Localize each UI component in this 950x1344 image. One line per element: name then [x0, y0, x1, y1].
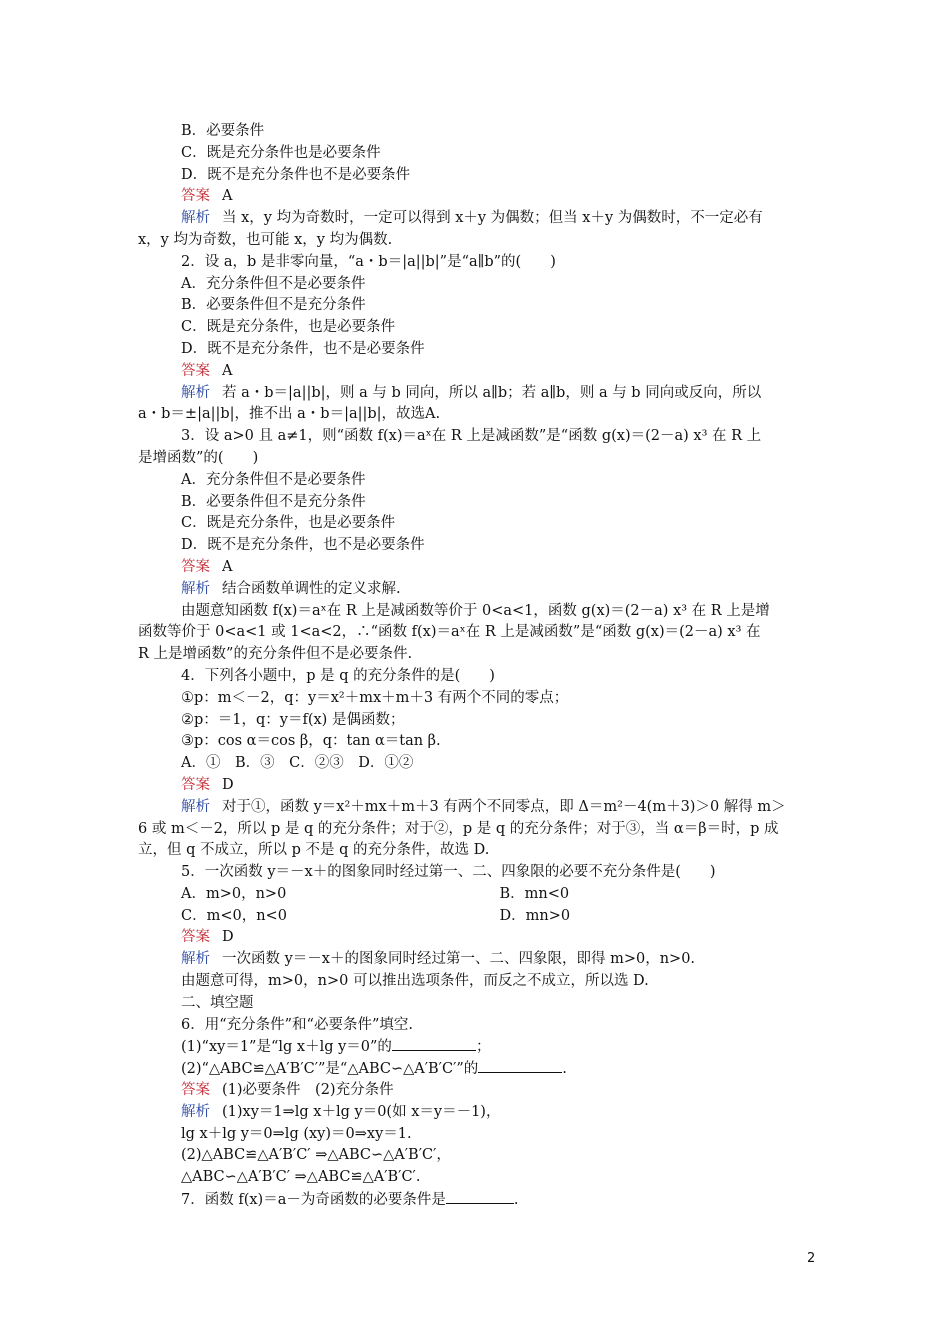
text-line: lg x＋lg y＝0⇒lg (xy)＝0⇒xy＝1.	[181, 1125, 412, 1142]
text-line: 是增函数”的( )	[138, 449, 259, 466]
text-line: 6 或 m＜－2，所以 p 是 q 的充分条件；对于②，p 是 q 的充分条件；对于③，当 α＝β＝时，p 成	[138, 820, 779, 837]
page-number: 2	[807, 1251, 816, 1266]
answer-label: 答案	[181, 188, 210, 205]
text-line: a・b＝±|a||b|，推不出 a・b＝|a||b|，故选A.	[138, 406, 441, 423]
option-b: B．必要条件但不是充分条件	[181, 297, 366, 314]
option-a: A．m>0，n>0	[181, 885, 287, 902]
question-6-part-1: (1)“xy＝1”是“lg x＋lg y＝0”的 ；	[138, 1036, 818, 1058]
options-row	[138, 884, 818, 906]
answer-5: 答案 D	[181, 929, 234, 946]
text-line: 由题意知函数 f(x)＝aˣ在 R 上是减函数等价于 0<a<1，函数 g(x)＝(2－a) x³ 在 R 上是增	[181, 602, 770, 619]
analysis-label: 解析	[181, 210, 210, 227]
analysis-label: 解析	[181, 1103, 210, 1120]
option-a: A．充分条件但不是必要条件	[181, 275, 366, 292]
answer-4: 答案 D	[181, 776, 234, 793]
answer-6: 答案 (1)必要条件 (2)充分条件	[181, 1082, 394, 1099]
question-2: 2．设 a，b 是非零向量，“a・b＝|a||b|”是“a∥b”的( )	[181, 253, 556, 270]
option-c: C．m<0，n<0	[181, 907, 287, 924]
text-line: (2)△ABC≌△A′B′C′ ⇒△ABC∽△A′B′C′，	[181, 1147, 451, 1164]
analysis-1: 解析 当 x，y 均为奇数时，一定可以得到 x＋y 为偶数；但当 x＋y 为偶数时，不一定必有	[181, 210, 763, 227]
answer-label: 答案	[181, 558, 210, 575]
option-b: B．必要条件但不是充分条件	[181, 493, 366, 510]
answer-label: 答案	[181, 929, 210, 946]
answer-label: 答案	[181, 776, 210, 793]
option-d: D．既不是充分条件也不是必要条件	[181, 166, 411, 183]
answer-label: 答案	[181, 362, 210, 379]
option-b: B．mn<0	[499, 885, 570, 902]
option-a: A．充分条件但不是必要条件	[181, 471, 366, 488]
answer-1: 答案 A	[181, 188, 233, 205]
option-d: D．既不是充分条件，也不是必要条件	[181, 537, 425, 554]
answer-3: 答案 A	[181, 558, 233, 575]
analysis-label: 解析	[181, 384, 210, 401]
question-5: 5．一次函数 y＝－x＋的图象同时经过第一、二、四象限的必要不充分条件是( )	[181, 864, 716, 881]
section-heading: 二、填空题	[181, 994, 254, 1011]
text-line: 函数等价于 0<a<1 或 1<a<2，∴“函数 f(x)＝aˣ在 R 上是减函数”是“函数 g(x)＝(2－a) x³ 在	[138, 624, 761, 641]
option-d: D．既不是充分条件，也不是必要条件	[181, 340, 425, 357]
text-line: R 上是增函数”的充分条件但不是必要条件.	[138, 646, 413, 663]
option-c: C．既是充分条件也是必要条件	[181, 144, 381, 161]
text-line: x，y 均为奇数，也可能 x，y 均为偶数.	[138, 231, 393, 248]
text-line: 由题意可得，m>0，n>0 可以推出选项条件，而反之不成立，所以选 D.	[181, 973, 649, 990]
item-1: ①p：m＜－2，q：y＝x²＋mx＋m＋3 有两个不同的零点；	[181, 689, 569, 706]
question-7: 7．函数 f(x)＝a－为奇函数的必要条件是 .	[138, 1189, 818, 1211]
analysis-label: 解析	[181, 580, 210, 597]
answer-label: 答案	[181, 1082, 210, 1099]
answer-blank	[446, 1189, 514, 1204]
question-4: 4．下列各小题中，p 是 q 的充分条件的是( )	[181, 667, 495, 684]
item-3: ③p：cos α＝cos β，q：tan α＝tan β.	[181, 733, 441, 750]
options-row: A．① B．③ C．②③ D．①②	[181, 755, 414, 772]
analysis-5: 解析 一次函数 y＝－x＋的图象同时经过第一、二、四象限，即得 m>0，n>0.	[181, 951, 696, 968]
text-line: 立，但 q 不成立，所以 p 不是 q 的充分条件，故选 D.	[138, 842, 490, 859]
question-3: 3．设 a>0 且 a≠1，则“函数 f(x)＝aˣ在 R 上是减函数”是“函数 g(x)＝(2－a) x³ 在 R 上	[181, 428, 762, 445]
analysis-4: 解析 对于①，函数 y＝x²＋mx＋m＋3 有两个不同零点，即 Δ＝m²－4(m＋3)＞0 解得 m＞	[181, 798, 786, 815]
question-6-part-2: (2)“△ABC≌△A′B′C′”是“△ABC∽△A′B′C′”的 .	[138, 1058, 818, 1080]
item-2: ②p：＝1，q：y＝f(x) 是偶函数；	[181, 711, 405, 728]
option-d: D．mn>0	[499, 907, 571, 924]
page-content	[138, 121, 818, 1211]
option-b: B．必要条件	[181, 123, 265, 139]
analysis-label: 解析	[181, 798, 210, 815]
answer-blank	[392, 1036, 476, 1051]
option-c: C．既是充分条件，也是必要条件	[181, 515, 396, 532]
answer-blank	[478, 1058, 562, 1073]
question-6: 6．用“充分条件”和“必要条件”填空.	[181, 1016, 413, 1033]
analysis-2: 解析 若 a・b＝|a||b|，则 a 与 b 同向，所以 a∥b；若 a∥b，则 a 与 b 同向或反向，所以	[181, 384, 762, 401]
analysis-6: 解析 (1)xy＝1⇒lg x＋lg y＝0(如 x＝y＝－1)，	[181, 1103, 501, 1120]
option-c: C．既是充分条件，也是必要条件	[181, 319, 396, 336]
options-row	[138, 906, 818, 928]
analysis-label: 解析	[181, 951, 210, 968]
answer-2: 答案 A	[181, 362, 233, 379]
text-line: △ABC∽△A′B′C′ ⇒△ABC≌△A′B′C′.	[181, 1169, 421, 1186]
analysis-3: 解析 结合函数单调性的定义求解.	[181, 580, 401, 597]
